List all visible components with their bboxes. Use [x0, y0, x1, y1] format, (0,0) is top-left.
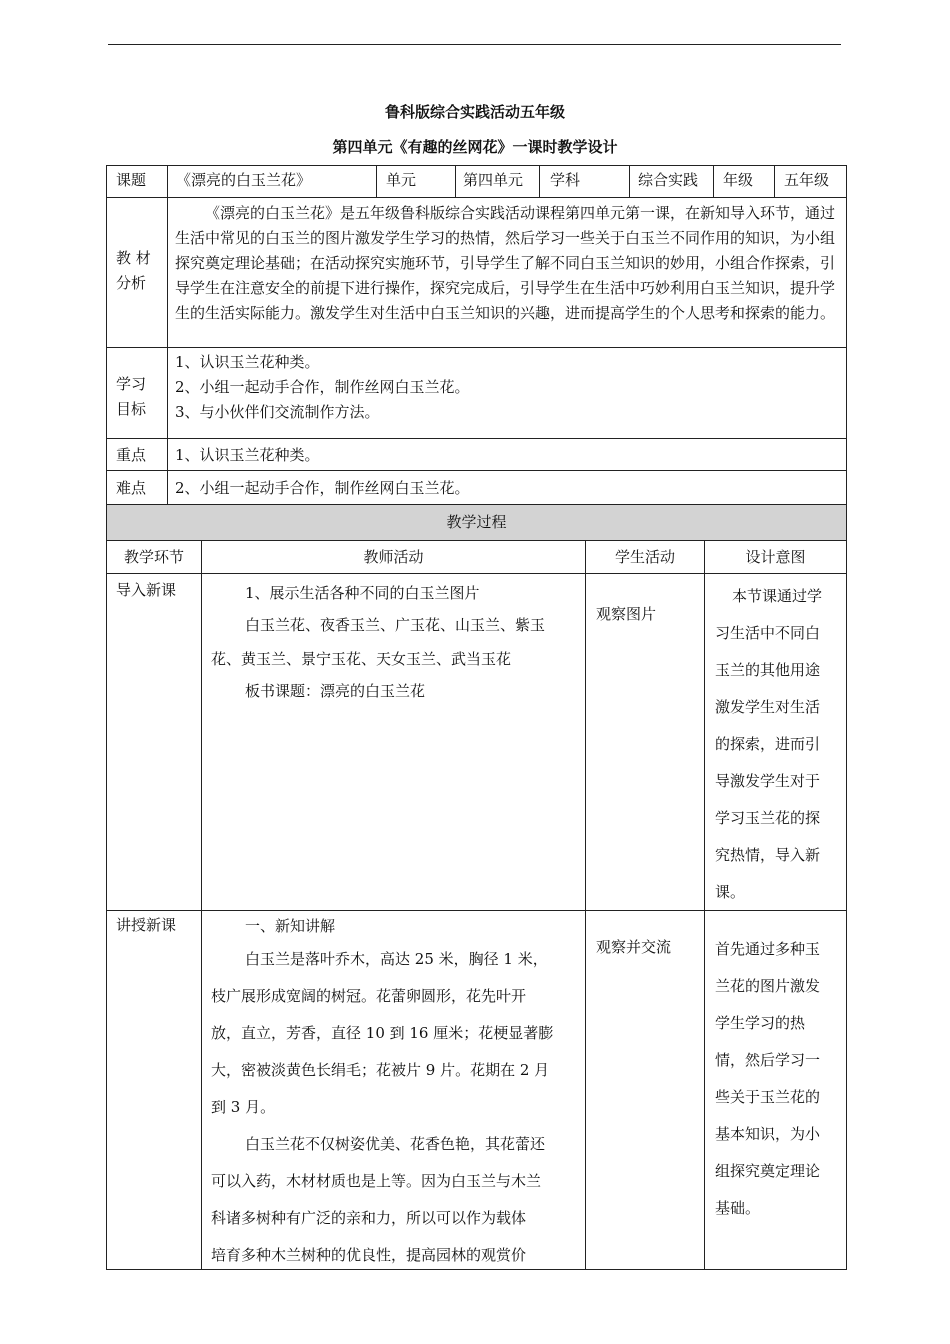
unit-label: 单元 [376, 165, 456, 198]
teacher-line: 1、展示生活各种不同的白玉兰图片 [245, 584, 480, 602]
teacher-line: 白玉兰花不仅树姿优美、花香色艳，其花蕾还 [245, 1135, 546, 1153]
intent-line: 课。 [715, 883, 746, 901]
process-row-student: 观察图片 [585, 573, 705, 911]
topic-value: 《漂亮的白玉兰花》 [167, 165, 377, 198]
intent-line: 激发学生对生活 [715, 698, 821, 716]
intent-line: 究热情，导入新 [715, 846, 821, 864]
goals-label-line2: 目标 [116, 400, 147, 418]
process-row-intent [704, 910, 847, 1270]
goals-label-line1: 学习 [116, 375, 147, 393]
process-header-intent: 设计意图 [704, 540, 847, 574]
process-row-stage: 导入新课 [106, 573, 202, 911]
teacher-line: 枝广展形成宽阔的树冠。花蕾卵圆形，花先叶开 [211, 987, 527, 1005]
intent-line: 兰花的图片激发 [715, 977, 821, 995]
process-row-teacher [201, 573, 586, 911]
teacher-line: 一、新知讲解 [245, 917, 336, 935]
grade-label: 年级 [713, 165, 775, 198]
process-header-teacher: 教师活动 [201, 540, 586, 574]
intent-line: 首先通过多种玉 [715, 940, 821, 958]
teacher-line: 培育多种木兰树种的优良性，提高园林的观赏价 [211, 1246, 527, 1264]
goal-item: 1、认识玉兰花种类。 [175, 353, 320, 371]
goal-item: 2、小组一起动手合作，制作丝网白玉兰花。 [175, 378, 470, 396]
process-header-student: 学生活动 [585, 540, 705, 574]
teacher-line: 可以入药，木材材质也是上等。因为白玉兰与木兰 [211, 1172, 542, 1190]
intent-line: 些关于玉兰花的 [715, 1088, 821, 1106]
intent-line: 导激发学生对于 [715, 772, 821, 790]
teacher-line: 板书课题：漂亮的白玉兰花 [245, 682, 426, 700]
grade-value: 五年级 [774, 165, 847, 198]
intent-line: 情，然后学习一 [715, 1051, 821, 1069]
intent-line: 本节课通过学 [732, 587, 823, 605]
document-subtitle: 第四单元《有趣的丝网花》一课时教学设计 [332, 138, 618, 156]
subject-label: 学科 [539, 165, 630, 198]
process-row-stage: 讲授新课 [106, 910, 202, 1270]
goals-list [167, 347, 847, 439]
intent-line: 习生活中不同白 [715, 624, 821, 642]
key-point-text: 1、认识玉兰花种类。 [167, 438, 847, 471]
subject-value: 综合实践 [629, 165, 714, 198]
teacher-line: 白玉兰是落叶乔木，高达 25 米，胸径 1 米， [245, 950, 548, 968]
goals-label [106, 347, 168, 439]
analysis-label [106, 197, 168, 348]
topic-label: 课题 [106, 165, 168, 198]
key-point-label: 重点 [106, 438, 168, 471]
intent-line: 基本知识，为小 [715, 1125, 821, 1143]
intent-line: 的探索，进而引 [715, 735, 821, 753]
difficulty-text: 2、小组一起动手合作，制作丝网白玉兰花。 [167, 470, 847, 505]
document-title: 鲁科版综合实践活动五年级 [384, 103, 565, 121]
process-title: 教学过程 [106, 504, 847, 541]
process-row-teacher [201, 910, 586, 1270]
teacher-line: 放，直立，芳香，直径 10 到 16 厘米；花梗显著膨 [211, 1024, 554, 1042]
teacher-line: 花、黄玉兰、景宁玉花、天女玉兰、武当玉花 [211, 650, 512, 668]
process-row-student: 观察并交流 [585, 910, 705, 1270]
analysis-text [167, 197, 847, 348]
difficulty-label: 难点 [106, 470, 168, 505]
analysis-label-line2: 分析 [116, 274, 147, 292]
intent-line: 玉兰的其他用途 [715, 661, 821, 679]
header-rule [108, 44, 841, 45]
process-header-stage: 教学环节 [106, 540, 202, 574]
intent-line: 学生学习的热 [715, 1014, 806, 1032]
intent-line: 组探究奠定理论 [715, 1162, 821, 1180]
intent-line: 学习玉兰花的探 [715, 809, 821, 827]
process-row-intent [704, 573, 847, 911]
teacher-line: 到 3 月。 [211, 1098, 276, 1116]
teacher-line: 白玉兰花、夜香玉兰、广玉花、山玉兰、紫玉 [245, 616, 546, 634]
teacher-line: 大，密被淡黄色长绢毛；花被片 9 片。花期在 2 月 [211, 1061, 550, 1079]
analysis-label-line1: 教 材 [116, 249, 151, 267]
teacher-line: 科诸多树种有广泛的亲和力，所以可以作为载体 [211, 1209, 527, 1227]
analysis-paragraph: 《漂亮的白玉兰花》是五年级鲁科版综合实践活动课程第四单元第一课，在新知导入环节，通过生活中常见的白玉兰的图片激发学生学习的热情，然后学习一些关于白玉兰不同作用的知识，为小组探究奠定理论基础；在活动探究实施环节，引导学生了解不同白玉兰知识的妙用，小组合作探索，引导学生在注意安全的前提下进行操作，探究完成后，引导学生在生活中巧妙利用白玉兰知识，提升学生的生活实际能力。激发学生对生活中白玉兰知识的兴趣，进而提高学生的个人思考和探索的能力。 [175, 204, 836, 322]
goal-item: 3、与小伙伴们交流制作方法。 [175, 403, 380, 421]
intent-line: 基础。 [715, 1199, 761, 1217]
unit-value: 第四单元 [455, 165, 540, 198]
